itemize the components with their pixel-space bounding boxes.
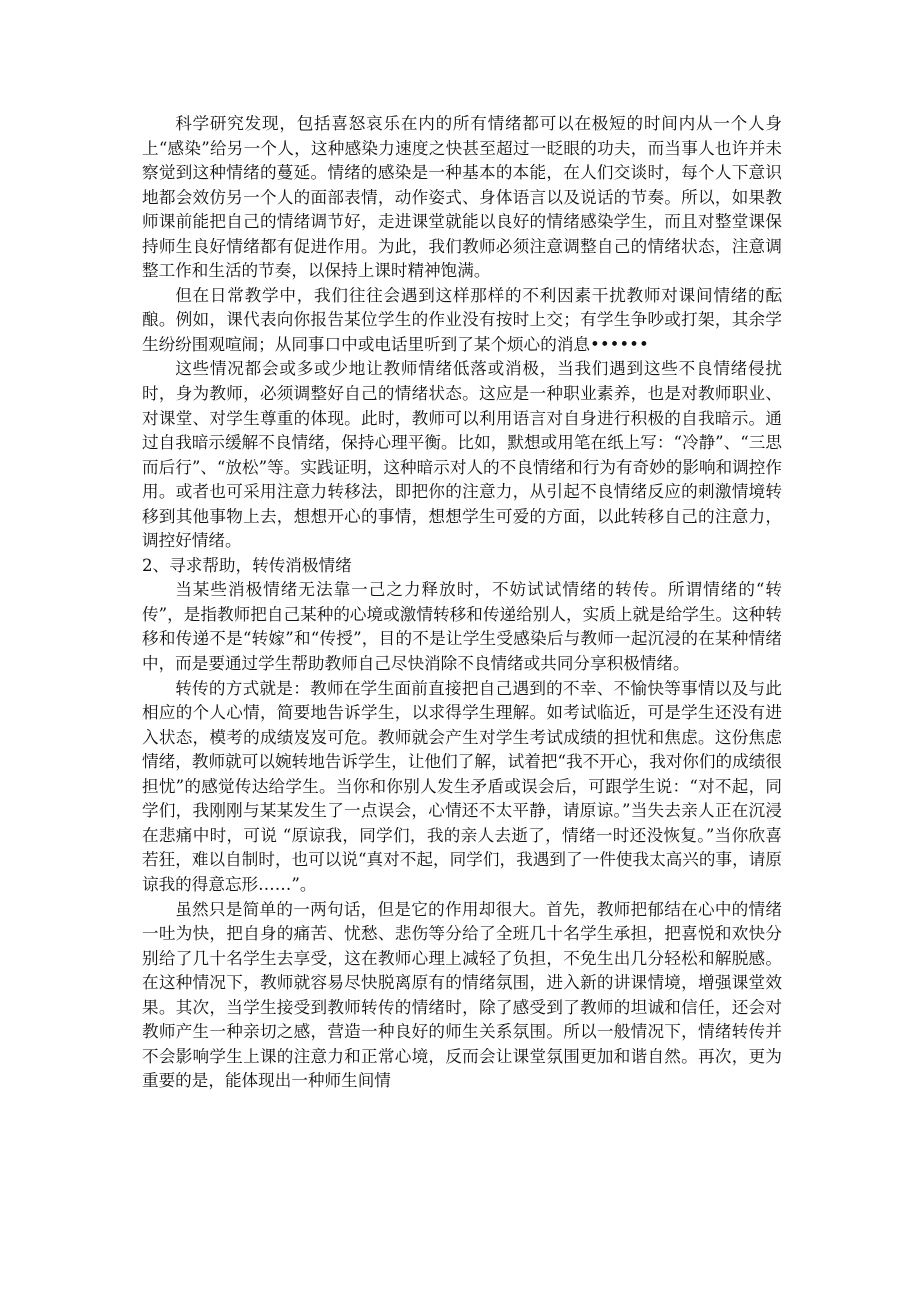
paragraph-emotion-transfer: 当某些消极情绪无法靠一己之力释放时，不妨试试情绪的转传。所谓情绪的“转传”，是指教师把自己某种的心境或激情转移和传递给别人，实质上就是给学生。这种转移和传递不是“转嫁”和“传授”，目的不是让学生受感染后与教师一起沉浸的在某种情绪中，而是要通过学生帮助教师自己尽快消除不良情绪或共同分享积极情绪。 <box>142 580 782 674</box>
paragraph-self-suggestion: 这些情况都会或多或少地让教师情绪低落或消极，当我们遇到这些不良情绪侵扰时，身为教师，必须调整好自己的情绪状态。这应是一种职业素养，也是对教师职业、对课堂、对学生尊重的体现。此时，教师可以利用语言对自身进行积极的自我暗示。通过自我暗示缓解不良情绪，保持心理平衡。比如，默想或用笔在纸上写：“冷静”、“三思而后行”、“放松”等。实践证明，这种暗示对人的不良情绪和行为有奇妙的影响和调控作用。或者也可采用注意力转移法，即把你的注意力，从引起不良情绪反应的刺激情境转移到其他事物上去，想想开心的事情，想想学生可爱的方面，以此转移自己的注意力，调控好情绪。 <box>142 359 782 551</box>
document-body <box>142 112 782 1094</box>
paragraph-transfer-method: 转传的方式就是：教师在学生面前直接把自己遇到的不幸、不愉快等事情以及与此相应的个人心情，简要地告诉学生，以求得学生理解。如考试临近，可是学生还没有进入状态，模考的成绩岌岌可危。教师就会产生对学生考试成绩的担忧和焦虑。这份焦虑情绪，教师就可以婉转地告诉学生，让他们了解，试着把“我不开心，我对你们的成绩很担忧”的感觉传达给学生。当你和你别人发生矛盾或误会后，可跟学生说：“对不起，同学们，我刚刚与某某发生了一点误会，心情还不太平静，请原谅。”当失去亲人正在沉浸在悲痛中时，可说 “原谅我，同学们，我的亲人去逝了，情绪一时还没恢复。”当你欣喜若狂，难以自制时，也可以说“真对不起，同学们，我遇到了一件使我太高兴的事，请原谅我的得意忘形……”。 <box>142 678 782 894</box>
paragraph-emotion-contagion: 科学研究发现，包括喜怒哀乐在内的所有情绪都可以在极短的时间内从一个人身上“感染”给另一个人，这种感染力速度之快甚至超过一眨眼的功夫，而当事人也许并未察觉到这种情绪的蔓延。情绪的感染是一种基本的本能，在人们交谈时，每个人下意识地都会效仿另一个人的面部表情，动作姿式、身体语言以及说话的节奏。所以，如果教师课前能把自己的情绪调节好，走进课堂就能以良好的情绪感染学生，而且对整堂课保持师生良好情绪都有促进作用。为此，我们教师必须注意调整自己的情绪状态，注意调整工作和生活的节奏，以保持上课时精神饱满。 <box>142 114 782 281</box>
section-heading: 2、寻求帮助，转传消极情绪 <box>142 555 352 575</box>
paragraph-daily-interference: 但在日常教学中，我们往往会遇到这样那样的不利因素干扰教师对课间情绪的酝酿。例如，课代表向你报告某位学生的作业没有按时上交；有学生争吵或打架，其余学生纷纷围观喧闹；从同事口中或电话里听到了某个烦心的消息•••••• <box>142 285 782 354</box>
paragraph-transfer-effect: 虽然只是简单的一两句话，但是它的作用却很大。首先，教师把郁结在心中的情绪一吐为快，把自身的痛苦、忧愁、悲伤等分给了全班几十名学生承担，把喜悦和欢快分别给了几十名学生去享受，这在教师心理上减轻了负担，不免生出几分轻松和解脱感。在这种情况下，教师就容易尽快脱离原有的情绪氛围，进入新的讲课情境，增强课堂效果。其次，当学生接受到教师转传的情绪时，除了感受到了教师的坦诚和信任，还会对教师产生一种亲切之感，营造一种良好的师生关系氛围。所以一般情况下，情绪转传并不会影响学生上课的注意力和正常心境，反而会让课堂氛围更加和谐自然。再次，更为重要的是，能体现出一种师生间情 <box>142 899 782 1091</box>
